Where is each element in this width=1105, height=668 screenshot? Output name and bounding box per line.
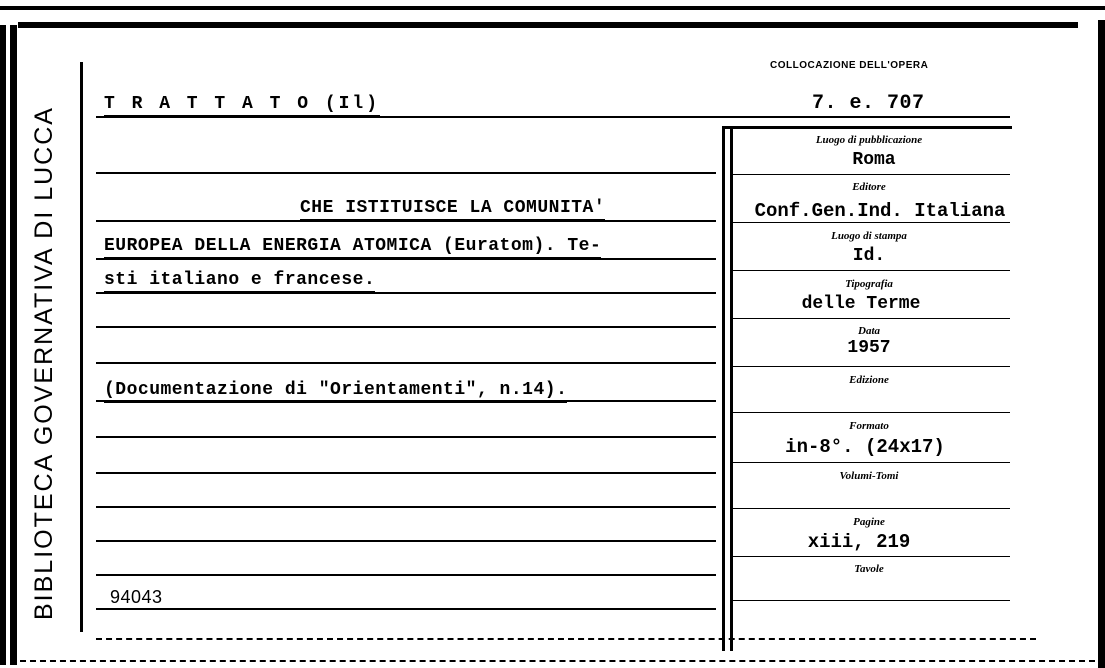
luogo-pubblicazione-value: Roma — [852, 150, 896, 170]
rule-line — [96, 506, 716, 508]
inventory-number: 94043 — [110, 587, 163, 607]
rule-line — [96, 608, 716, 610]
record-title-continuation-3: sti italiano e francese. — [104, 270, 375, 293]
data-label: Data — [858, 325, 880, 337]
card-right-edge — [1098, 20, 1105, 668]
library-name-vertical: BIBLIOTECA GOVERNATIVA DI LUCCA — [30, 106, 58, 620]
rule-line — [96, 172, 716, 174]
details-rule — [733, 270, 1010, 271]
record-title-continuation-1: CHE ISTITUISCE LA COMUNITA' — [300, 198, 605, 221]
luogo-stampa-value: Id. — [852, 246, 886, 266]
rule-line — [96, 436, 716, 438]
editore-value: Conf.Gen.Ind. Italiana — [754, 200, 1006, 222]
data-value: 1957 — [847, 338, 891, 358]
edizione-label: Edizione — [849, 374, 889, 386]
details-rule — [733, 462, 1010, 463]
pagine-label: Pagine — [853, 516, 885, 528]
collocazione-label: COLLOCAZIONE DELL'OPERA — [770, 60, 929, 71]
details-panel-top — [722, 126, 1012, 129]
rule-line — [96, 540, 716, 542]
bottom-dashed-line — [96, 638, 1036, 640]
card-top-edge — [0, 6, 1105, 10]
record-title-continuation-2: EUROPEA DELLA ENERGIA ATOMICA (Euratom). Te- — [104, 236, 601, 259]
tavole-label: Tavole — [854, 563, 884, 575]
volumi-tomi-label: Volumi-Tomi — [839, 470, 899, 482]
formato-label: Formato — [849, 420, 889, 432]
rule-line — [96, 326, 716, 328]
rule-line — [96, 472, 716, 474]
details-rule — [733, 222, 1010, 223]
luogo-stampa-label: Luogo di stampa — [831, 230, 907, 242]
details-rule — [733, 318, 1010, 319]
tipografia-label: Tipografia — [845, 278, 893, 290]
card-top-border — [18, 22, 1078, 28]
rule-line — [96, 362, 716, 364]
editore-label: Editore — [852, 181, 886, 193]
pagine-value: xiii, 219 — [807, 531, 911, 553]
details-rule — [733, 600, 1010, 601]
details-rule — [733, 412, 1010, 413]
card-bottom-dashed-edge — [20, 660, 1095, 662]
details-rule — [733, 556, 1010, 557]
rule-line — [96, 574, 716, 576]
margin-rule — [80, 62, 83, 632]
details-panel-border — [722, 126, 725, 651]
luogo-pubblicazione-label: Luogo di pubblicazione — [815, 134, 923, 146]
series-statement: (Documentazione di "Orientamenti", n.14). — [104, 380, 567, 403]
details-rule — [733, 366, 1010, 367]
record-title: T R A T T A T O (Il) — [104, 94, 380, 117]
details-rule — [733, 174, 1010, 175]
collocazione-value: 7. e. 707 — [812, 92, 925, 115]
details-rule — [733, 508, 1010, 509]
tipografia-value: delle Terme — [801, 294, 921, 314]
card-left-border — [10, 25, 17, 665]
card-left-edge — [0, 25, 6, 665]
formato-value: in-8°. (24x17) — [785, 436, 945, 458]
